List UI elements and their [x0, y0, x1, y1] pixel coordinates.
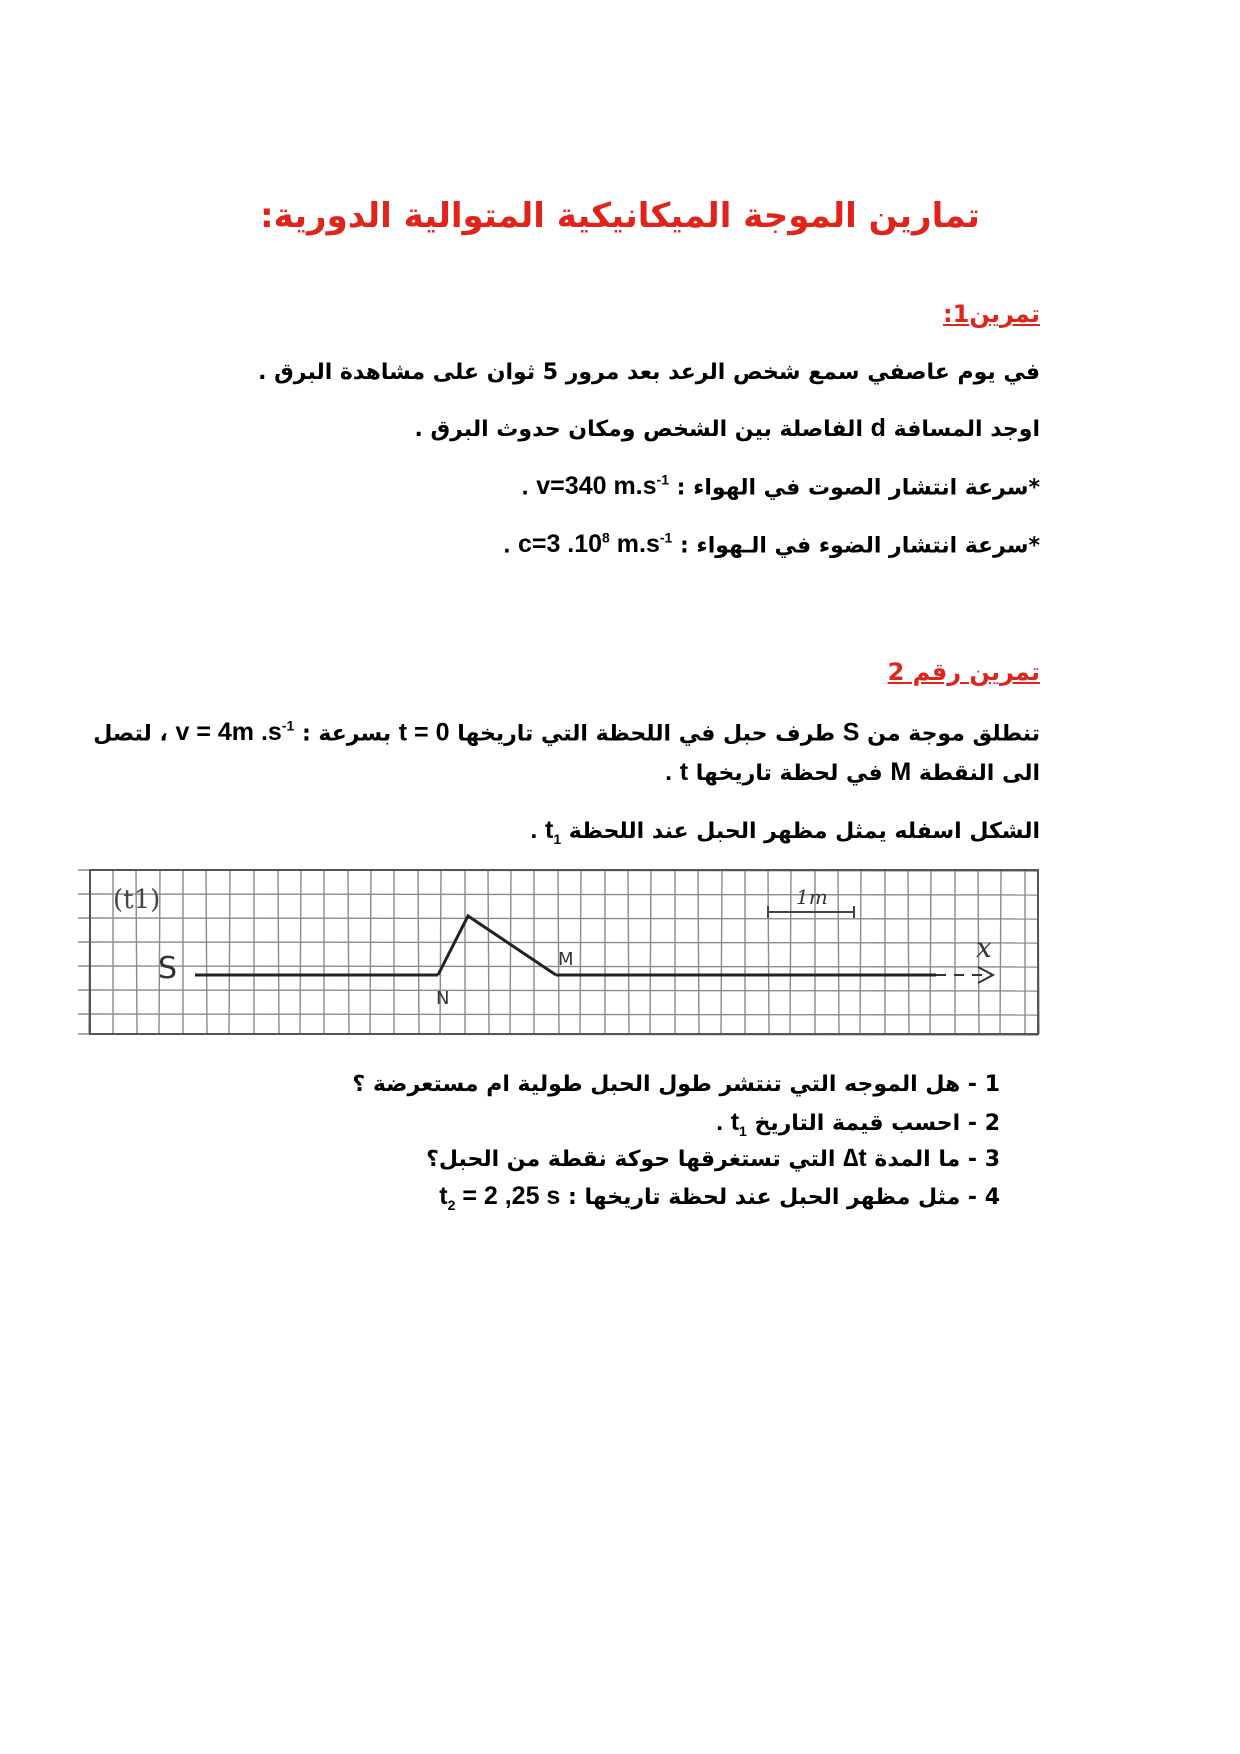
- question-1: [352, 1072, 1000, 1097]
- page-title: تمارين الموجة الميكانيكية المتوالية الدورية:: [260, 196, 980, 236]
- light-speed-unit-exponent: -1: [659, 530, 673, 546]
- question-2-end: .: [716, 1108, 724, 1136]
- grid-horizontal-line: [78, 990, 1038, 991]
- exercise-2-heading: تمرين رقم 2: [887, 658, 1040, 686]
- question-2-number: 2 -: [967, 1111, 1000, 1136]
- time-t1-label-diagram: (t1): [113, 885, 161, 915]
- question-2: [716, 1108, 1000, 1139]
- question-2-var-letter: t: [730, 1108, 740, 1136]
- axis-x-label: x: [976, 931, 992, 964]
- ex2-line1-part-a: تنطلق موجة من: [867, 721, 1040, 747]
- ex2-line2-part-b: في لحظة تاريخها: [695, 761, 883, 786]
- ex1-line-1: في يوم عاصفي سمع شخص الرعد بعد مرور 5 ثوان على مشاهدة البرق .: [258, 360, 1040, 385]
- ex2-line1-part-d: ، لتصل: [93, 721, 168, 747]
- sound-speed-exponent: -1: [656, 472, 669, 488]
- ex2-line2-part-a: الى النقطة: [918, 761, 1040, 786]
- question-4-number: 4 -: [967, 1185, 1000, 1210]
- time-t-label: t: [679, 758, 689, 786]
- ex2-line2-end: .: [665, 758, 673, 786]
- ex2-line-1: [93, 718, 1040, 747]
- wave-speed-exponent: -1: [281, 718, 295, 734]
- ex1-line3-label: *سرعة انتشار الصوت في الهواء :: [676, 475, 1040, 501]
- scale-label: 1m: [796, 885, 828, 909]
- ex1-line-3: [120, 472, 1040, 501]
- question-1-number: 1 -: [967, 1072, 1000, 1097]
- wave-speed-text: v = 4m .s: [175, 718, 282, 747]
- ex1-line-2: [120, 414, 1040, 443]
- question-4-var: [439, 1182, 561, 1213]
- question-3: [426, 1144, 1000, 1173]
- grid-horizontal-line: [78, 1014, 1038, 1015]
- light-speed-unit: m.s: [609, 530, 660, 559]
- distance-variable: d: [870, 414, 886, 442]
- question-4-var-sub: 2: [447, 1197, 456, 1213]
- time-t1-subscript: 1: [553, 831, 562, 847]
- question-4-text: مثل مظهر الحبل عند لحظة تاريخها :: [568, 1185, 961, 1210]
- question-3-text: ما المدة: [874, 1147, 961, 1172]
- ex2-line-2: [120, 758, 1040, 787]
- ex2-line3-text: الشكل اسفله يمثل مظهر الحبل عند اللحظة: [568, 819, 1040, 844]
- sound-speed-text: v=340 m.s: [536, 472, 657, 501]
- question-3-text2: التي تستغرقها حوكة نقطة من الحبل؟: [426, 1147, 836, 1172]
- time-t1-label: [545, 816, 562, 847]
- question-4-var-letter: t: [439, 1182, 448, 1210]
- question-2-text: احسب قيمة التاريخ: [754, 1111, 961, 1136]
- ex1-line3-end: .: [521, 472, 529, 501]
- rope-diagram: [78, 866, 1050, 1042]
- ex2-line1-part-b: طرف حبل في اللحظة التي تاريخها: [457, 721, 836, 747]
- question-2-var-sub: 1: [739, 1123, 747, 1139]
- exercise-1-heading: تمرين1:: [943, 300, 1040, 328]
- point-m-label-diagram: M: [558, 949, 574, 970]
- sound-speed-value: [536, 472, 669, 500]
- grid-horizontal-line: [78, 894, 1038, 895]
- question-2-var: [730, 1108, 747, 1139]
- source-label-s: S: [158, 951, 178, 986]
- initial-time-value: t = 0: [398, 718, 450, 747]
- ex2-line-3: [120, 816, 1040, 847]
- grid-horizontal-line: [78, 918, 1038, 919]
- ex1-line2-part-b: الفاصلة بين الشخص ومكان حدوث البرق .: [414, 417, 863, 442]
- ex1-line-4: [120, 530, 1040, 559]
- ex1-line2-part-a: اوجد المسافة: [893, 417, 1040, 442]
- light-speed-text: c=3 .10: [517, 530, 603, 559]
- question-1-text: هل الموجه التي تنتشر طول الحبل طولية ام مستعرضة ؟: [352, 1072, 961, 1097]
- ex1-line4-label: *سرعة انتشار الضوء في الـهواء :: [680, 533, 1040, 559]
- question-4-value: = 2 ,25 s: [455, 1182, 561, 1210]
- ex2-line1-part-c: بسرعة :: [301, 721, 392, 747]
- light-speed-exponent: 8: [602, 530, 610, 546]
- question-4: [439, 1182, 1000, 1213]
- question-3-var: ∆t: [843, 1144, 867, 1172]
- source-point-s: S: [842, 718, 860, 747]
- light-speed-value: [518, 530, 672, 558]
- grid-horizontal-line: [78, 942, 1038, 943]
- question-3-number: 3 -: [967, 1147, 1000, 1172]
- time-t1-letter: t: [545, 816, 554, 844]
- ex2-line3-end: .: [530, 816, 538, 844]
- point-m-label: M: [890, 758, 912, 786]
- point-n-label: N: [436, 988, 450, 1009]
- ex1-line4-end: .: [503, 530, 511, 559]
- wave-speed-value: [175, 718, 294, 746]
